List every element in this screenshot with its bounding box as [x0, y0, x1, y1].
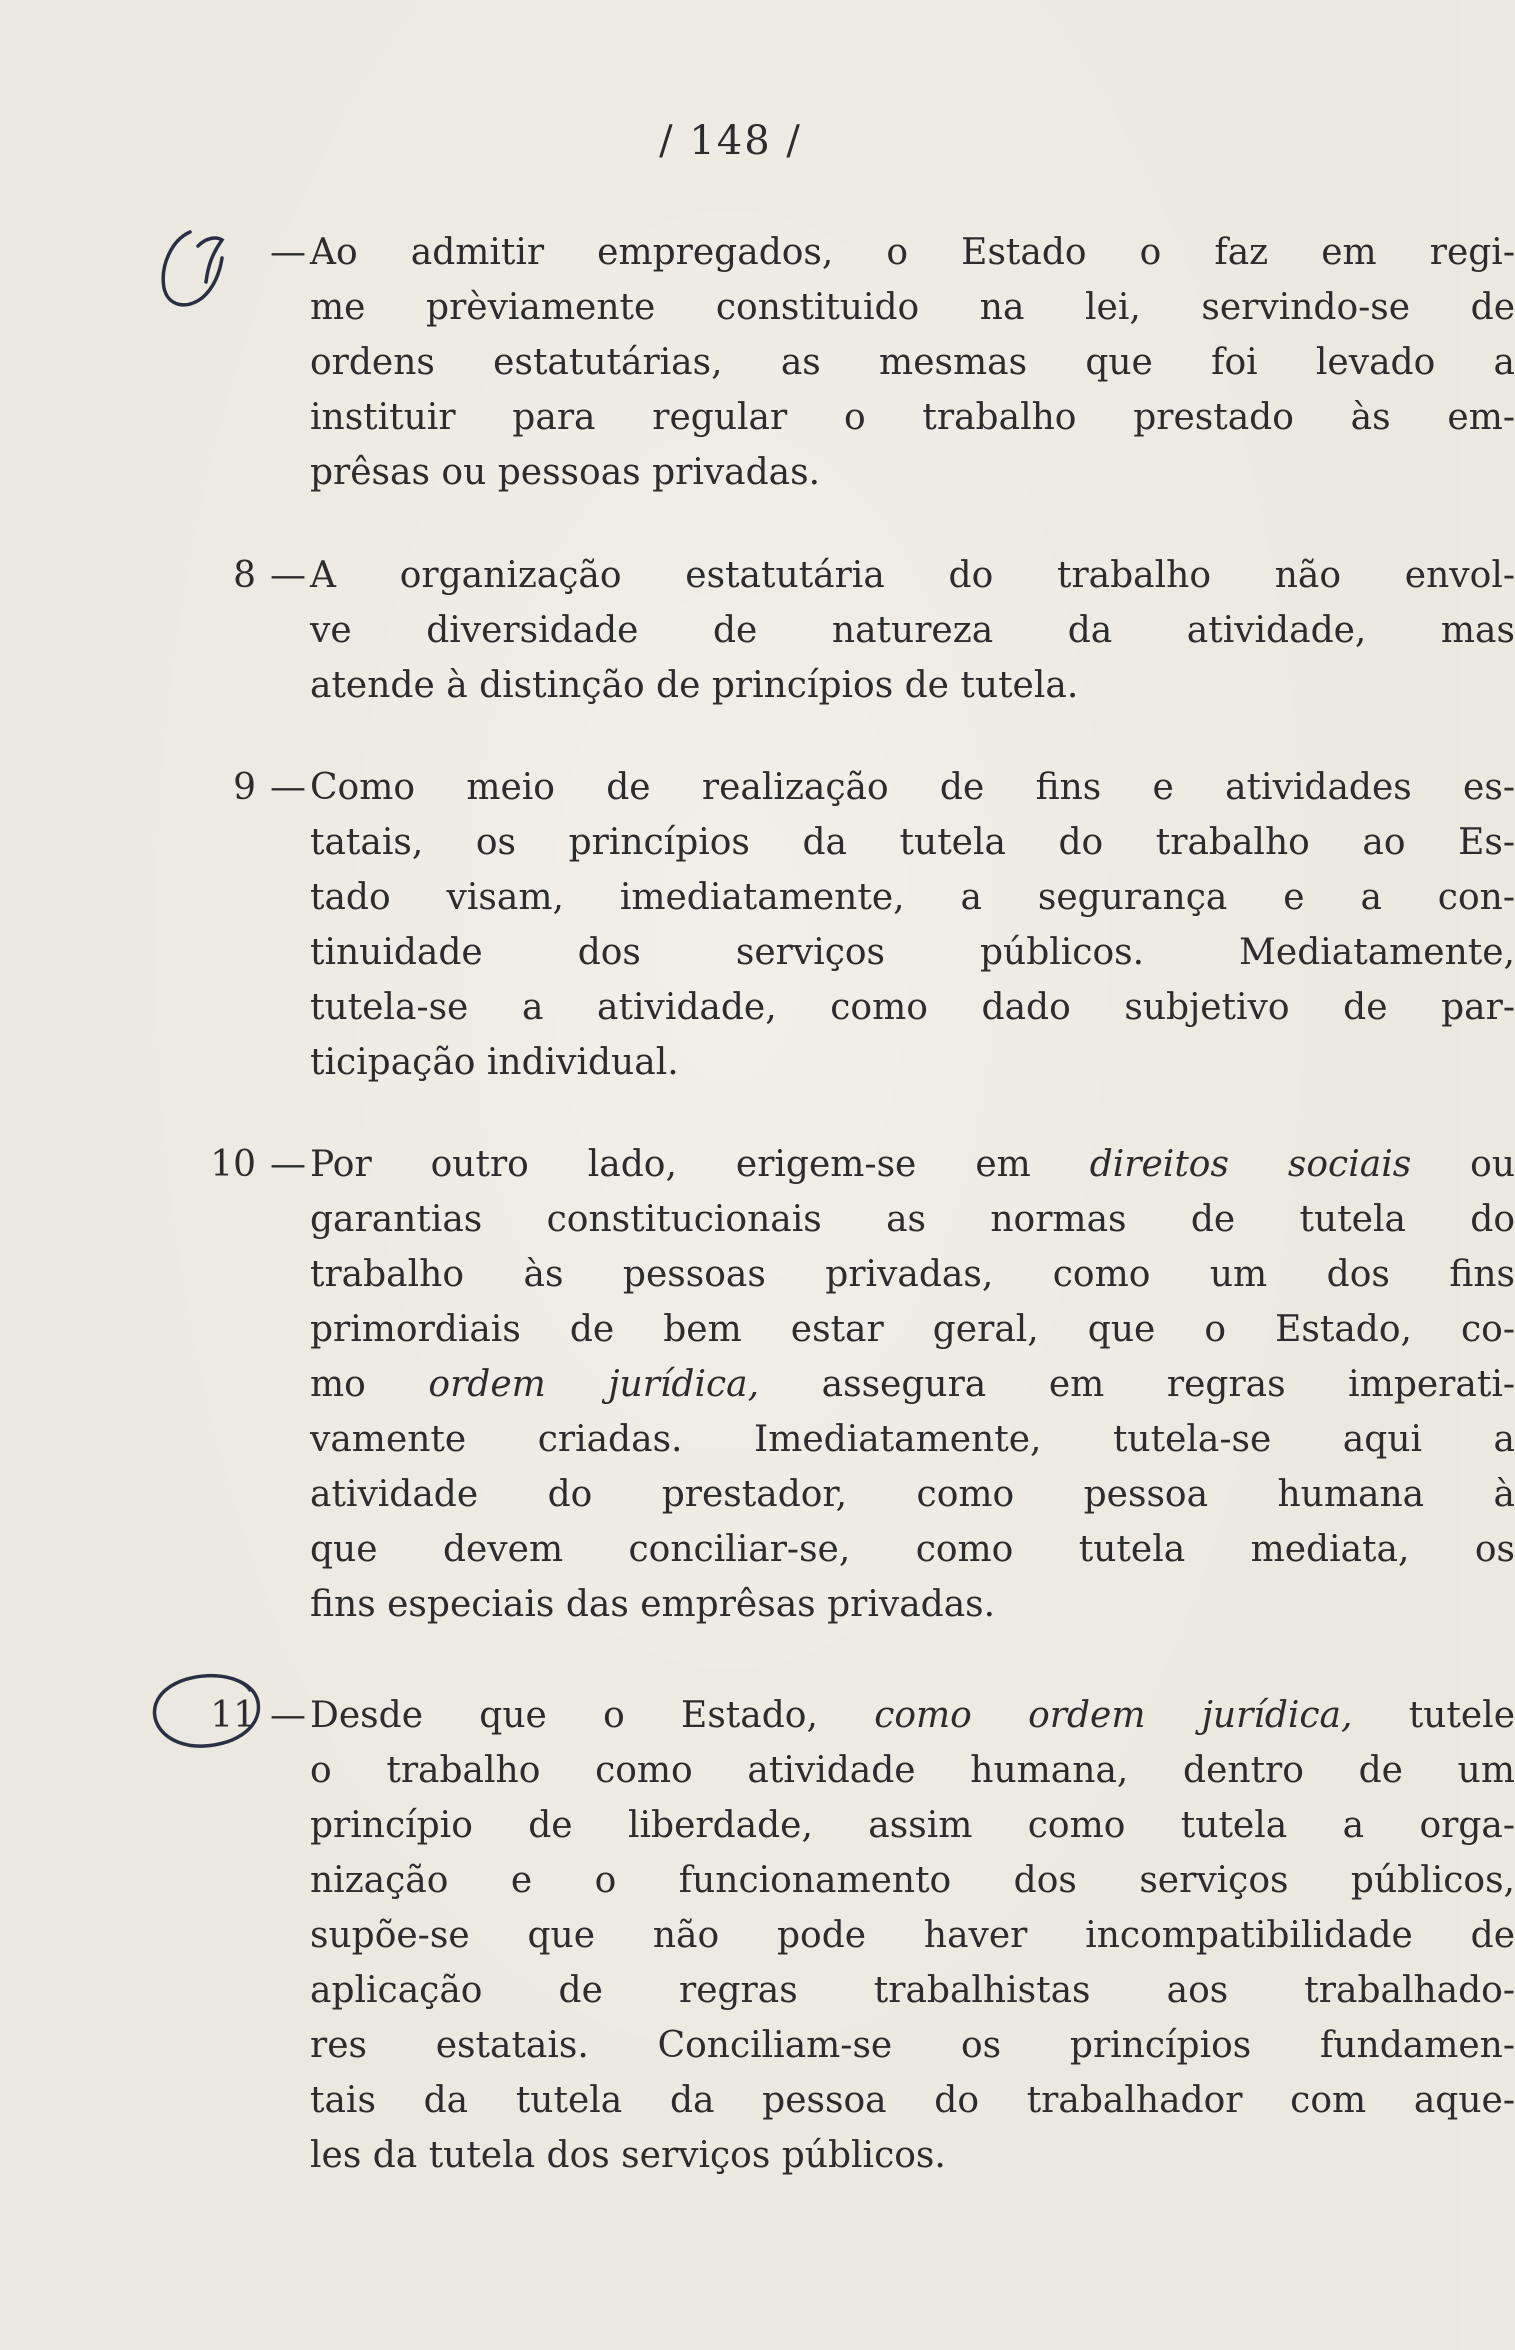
text-line: Ao admitir empregados, o Estado o faz em regi-: [310, 232, 1515, 273]
numbered-paragraph: [160, 1688, 1515, 2188]
text-line: supõe-se que não pode haver incompatibilidade de: [310, 1915, 1515, 1956]
text-line: nização e o funcionamento dos serviços públicos,: [310, 1860, 1515, 1901]
paragraph-text: [310, 548, 1515, 713]
text-line: garantias constitucionais as normas de tutela do: [310, 1199, 1515, 1240]
paragraph-marker: [160, 760, 306, 815]
page-number: / 148 /: [659, 118, 802, 164]
paragraph-number: 8: [233, 555, 256, 596]
paragraph-number: 11: [210, 1695, 256, 1736]
numbered-paragraph: [160, 760, 1515, 1095]
paragraph-number: 10: [210, 1144, 256, 1185]
numbered-paragraph: [160, 548, 1515, 718]
paragraph-text: [310, 1137, 1515, 1632]
text-line: Como meio de realização de fins e atividades es-: [310, 767, 1515, 808]
text-line: A organização estatutária do trabalho não envol-: [310, 555, 1515, 596]
text-line: fins especiais das emprêsas privadas.: [310, 1584, 996, 1625]
paragraph-marker: [160, 1137, 306, 1192]
paragraph-marker: [160, 1688, 306, 1743]
em-dash: —: [270, 1144, 306, 1185]
paragraph-number: 9: [233, 767, 256, 808]
paragraph-text: [310, 1688, 1515, 2183]
text-line: tais da tutela da pessoa do trabalhador com aque-: [310, 2080, 1515, 2121]
text-line: o trabalho como atividade humana, dentro de um: [310, 1750, 1515, 1791]
em-dash: —: [270, 767, 306, 808]
text-line: tutela-se a atividade, como dado subjetivo de par-: [310, 987, 1515, 1028]
italic-term: ordem jurídica,: [428, 1364, 760, 1405]
paragraph-marker: [160, 225, 306, 280]
text-line: mo ordem jurídica, assegura em regras imperati-: [310, 1364, 1515, 1405]
text-line: me prèviamente constituido na lei, servindo-se de: [310, 287, 1515, 328]
italic-term: direitos sociais: [1089, 1144, 1412, 1185]
text-line: princípio de liberdade, assim como tutela a orga-: [310, 1805, 1515, 1846]
text-line: atividade do prestador, como pessoa humana à: [310, 1474, 1515, 1515]
numbered-paragraph: [160, 225, 1515, 505]
text-line: Por outro lado, erigem-se em direitos sociais ou: [310, 1144, 1515, 1185]
em-dash: —: [270, 555, 306, 596]
text-line: ve diversidade de natureza da atividade, mas: [310, 610, 1515, 651]
text-line: trabalho às pessoas privadas, como um dos fins: [310, 1254, 1515, 1295]
text-line: que devem conciliar-se, como tutela mediata, os: [310, 1529, 1515, 1570]
text-line: tatais, os princípios da tutela do trabalho ao Es-: [310, 822, 1515, 863]
text-line: les da tutela dos serviços públicos.: [310, 2135, 946, 2176]
text-line: Desde que o Estado, como ordem jurídica, tutele: [310, 1695, 1515, 1736]
text-line: tado visam, imediatamente, a segurança e a con-: [310, 877, 1515, 918]
italic-term: como ordem jurídica,: [874, 1695, 1353, 1736]
text-line: tinuidade dos serviços públicos. Mediatamente,: [310, 932, 1515, 973]
paragraph-text: [310, 760, 1515, 1090]
text-line: prêsas ou pessoas privadas.: [310, 452, 821, 493]
text-line: aplicação de regras trabalhistas aos trabalhado-: [310, 1970, 1515, 2011]
em-dash: —: [270, 1695, 306, 1736]
numbered-paragraph: [160, 1137, 1515, 1637]
text-line: primordiais de bem estar geral, que o Estado, co-: [310, 1309, 1515, 1350]
em-dash: —: [270, 232, 306, 273]
text-line: res estatais. Conciliam-se os princípios fundamen-: [310, 2025, 1515, 2066]
paragraph-text: [310, 225, 1515, 500]
paragraph-marker: [160, 548, 306, 603]
text-line: ordens estatutárias, as mesmas que foi levado a: [310, 342, 1515, 383]
text-line: atende à distinção de princípios de tutela.: [310, 665, 1079, 706]
text-line: vamente criadas. Imediatamente, tutela-se aqui a: [310, 1419, 1515, 1460]
text-line: ticipação individual.: [310, 1042, 679, 1083]
text-line: instituir para regular o trabalho prestado às em-: [310, 397, 1515, 438]
